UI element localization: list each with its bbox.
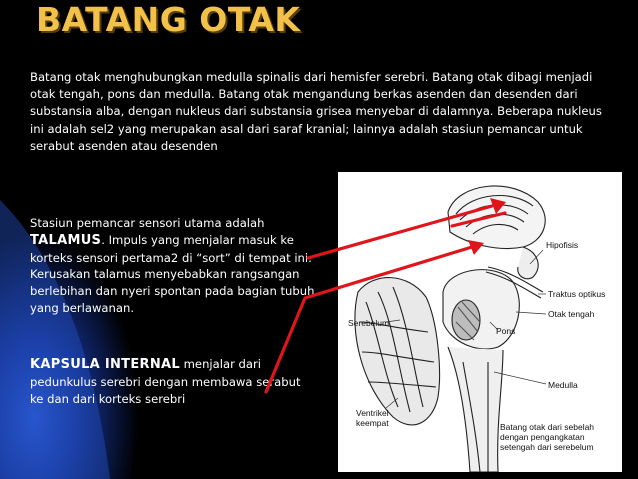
hypophysis-shape (518, 247, 538, 279)
medulla-shape (448, 347, 503, 472)
brainstem-figure (338, 172, 622, 472)
capsule-rest: menjalar dari pedunkulus serebri dengan membawa serabut ke dan dari korteks serebri (30, 357, 301, 406)
label-serebelum: Serebelum (348, 318, 390, 328)
label-otak-tengah: Otak tengah (548, 309, 595, 319)
label-traktus: Traktus optikus (548, 289, 606, 299)
caption-line-3: setengah dari serebelum (500, 442, 594, 452)
label-ventrikel-1: Ventrikel (356, 408, 389, 418)
caption-line-1: Batang otak dari sebelah (500, 422, 595, 432)
intro-paragraph: Batang otak menghubungkan medulla spinalis dari hemisfer serebri. Batang otak dibagi menjadi otak tengah, pons dan medulla. Batang otak mengandung berkas asenden dan desenden dari substansia alba, dengan nukleus dari substansia grisea menyebar di dalamnya. Beberapa nukleus ini adalah sel2 yang merupakan asal dari saraf kranial; lainnya adalah stasiun pemancar untuk serabut asenden atau desenden (30, 70, 602, 153)
thalamus-keyword: TALAMUS (30, 232, 102, 248)
slide-title: BATANG OTAK (36, 0, 301, 39)
cerebellum-shape (355, 278, 440, 425)
capsule-keyword: KAPSULA INTERNAL (30, 357, 180, 372)
thalamus-paragraph (30, 215, 315, 317)
capsule-paragraph (30, 356, 315, 407)
thalamus-rest: . Impuls yang menjalar masuk ke korteks sensori pertama2 di “sort” di tempat ini. Kerusakan talamus menyebabkan rangsangan berlebihan dan nyeri spontan pada bagian tubuh yang berlawanan. (30, 232, 315, 315)
caption-line-2: dengan pengangkatan (500, 432, 585, 442)
label-pons: Pons (496, 326, 516, 336)
label-ventrikel-2: keempat (356, 418, 389, 428)
label-hipofisis: Hipofisis (546, 240, 579, 250)
label-medulla: Medulla (548, 380, 578, 390)
thalamus-lead: Stasiun pemancar sensori utama adalah (30, 216, 265, 230)
